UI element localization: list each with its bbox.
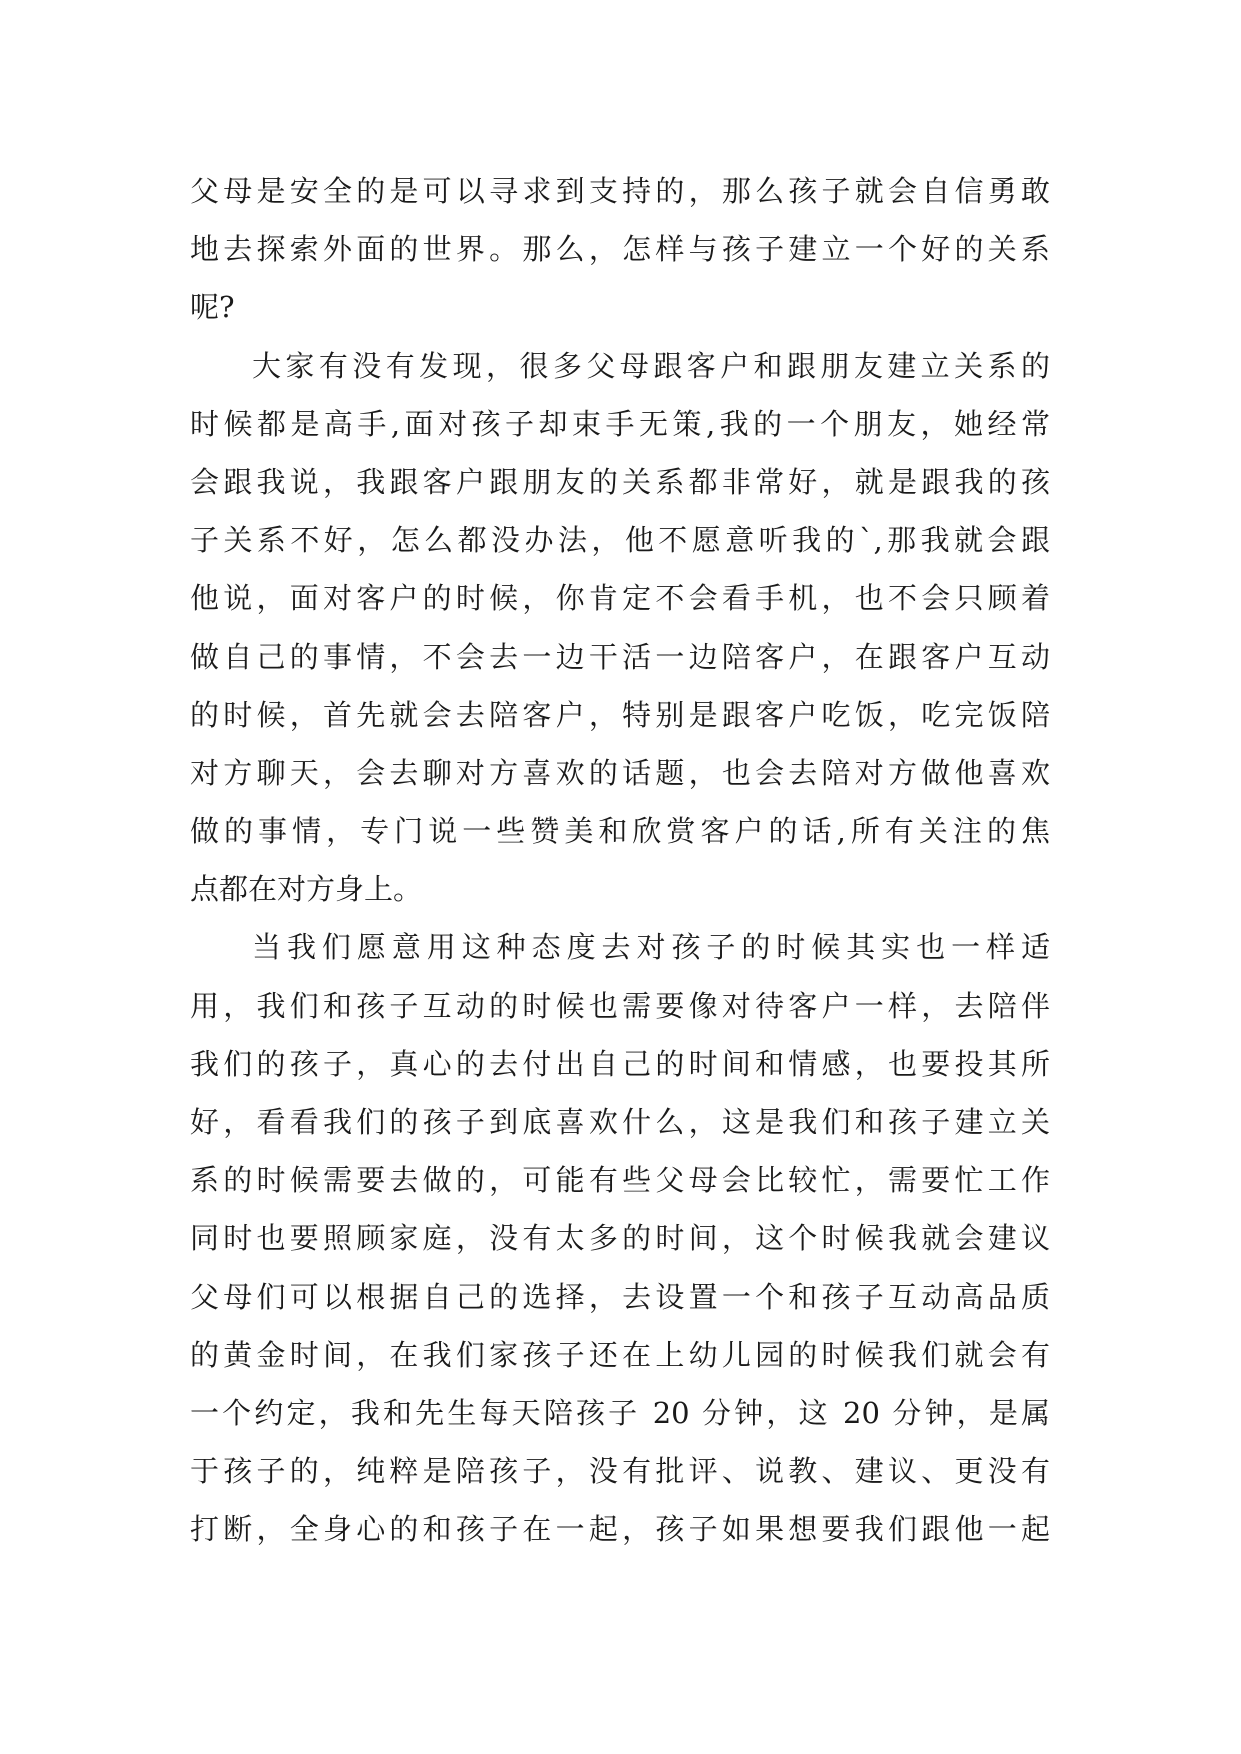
text-line: 做的事情，专门说一些赞美和欣赏客户的话,所有关注的焦 bbox=[190, 814, 1050, 849]
text-line: 父母们可以根据自己的选择，去设置一个和孩子互动高品质 bbox=[190, 1279, 1050, 1314]
text-line: 父母是安全的是可以寻求到支持的，那么孩子就会自信勇敢 bbox=[190, 174, 1050, 208]
text-line: 好，看看我们的孩子到底喜欢什么，这是我们和孩子建立关 bbox=[190, 1105, 1050, 1139]
text-line: 系的时候需要去做的，可能有些父母会比较忙，需要忙工作 bbox=[190, 1163, 1050, 1198]
text-line: 他说，面对客户的时候，你肯定不会看手机，也不会只顾着 bbox=[190, 581, 1050, 616]
text-line: 的时候，首先就会去陪客户，特别是跟客户吃饭，吃完饭陪 bbox=[190, 697, 1050, 732]
text-line: 会跟我说，我跟客户跟朋友的关系都非常好，就是跟我的孩 bbox=[190, 464, 1050, 499]
text-line: 点都在对方身上。 bbox=[190, 872, 423, 907]
text-line: 子关系不好，怎么都没办法，他不愿意听我的`,那我就会跟 bbox=[190, 523, 1050, 558]
text-line: 呢? bbox=[190, 290, 235, 325]
body-text bbox=[190, 162, 1050, 1559]
text-line: 地去探索外面的世界。那么，怎样与孩子建立一个好的关系 bbox=[190, 232, 1050, 267]
text-line: 打断，全身心的和孩子在一起，孩子如果想要我们跟他一起 bbox=[190, 1512, 1050, 1547]
text-line: 时候都是高手,面对孩子却束手无策,我的一个朋友，她经常 bbox=[190, 406, 1050, 441]
text-line: 做自己的事情，不会去一边干活一边陪客户，在跟客户互动 bbox=[190, 639, 1050, 674]
text-line: 同时也要照顾家庭，没有太多的时间，这个时候我就会建议 bbox=[190, 1221, 1050, 1256]
text-line: 对方聊天，会去聊对方喜欢的话题，也会去陪对方做他喜欢 bbox=[190, 755, 1050, 790]
text-line: 的黄金时间，在我们家孩子还在上幼儿园的时候我们就会有 bbox=[190, 1337, 1050, 1372]
paragraph-first-line: 大家有没有发现，很多父母跟客户和跟朋友建立关系的 bbox=[252, 348, 1050, 383]
text-line: 用，我们和孩子互动的时候也需要像对待客户一样，去陪伴 bbox=[190, 988, 1050, 1023]
text-line: 于孩子的，纯粹是陪孩子，没有批评、说教、建议、更没有 bbox=[190, 1454, 1050, 1489]
text-line: 一个约定，我和先生每天陪孩子 20 分钟，这 20 分钟，是属 bbox=[190, 1395, 1050, 1430]
text-line: 我们的孩子，真心的去付出自己的时间和情感，也要投其所 bbox=[190, 1046, 1050, 1081]
paragraph-first-line: 当我们愿意用这种态度去对孩子的时候其实也一样适 bbox=[252, 930, 1050, 965]
